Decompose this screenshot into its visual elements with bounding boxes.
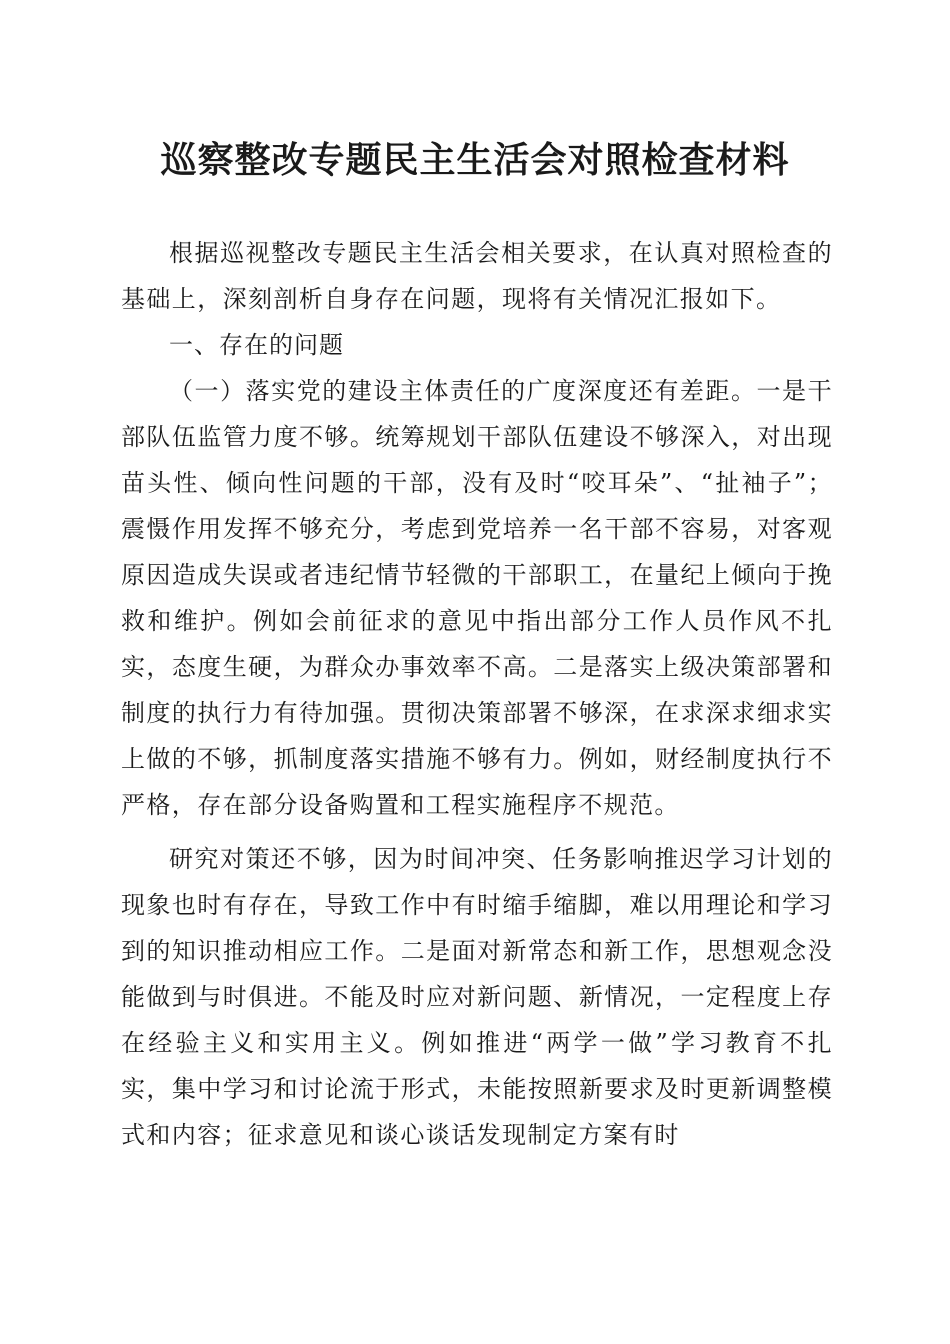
document-title: 巡察整改专题民主生活会对照检查材料 [160,139,790,181]
subsection-paragraph-1: （一）落实党的建设主体责任的广度深度还有差距。一是干部队伍监管力度不够。统筹规划干部队伍建设不够深入，对出现苗头性、倾向性问题的干部，没有及时“咬耳朵”、“扯袖子”；震慑作用发挥不够充分，考虑到党培养一名干部不容易，对客观原因造成失误或者违纪情节轻微的干部职工，在量纪上倾向于挽救和维护。例如会前征求的意见中指出部分工作人员作风不扎实，态度生硬，为群众办事效率不高。二是落实上级决策部署和制度的执行力有待加强。贯彻决策部署不够深，在求深求细求实上做的不够，抓制度落实措施不够有力。例如，财经制度执行不严格，存在部分设备购置和工程实施程序不规范。 [121,377,833,819]
intro-paragraph: 根据巡视整改专题民主生活会相关要求，在认真对照检查的基础上，深刻剖析自身存在问题，现将有关情况汇报如下。 [121,239,833,313]
section-heading-problems: 一、存在的问题 [169,331,344,359]
document-body [121,230,833,1158]
paragraph-gap [121,828,833,836]
body-paragraph-2: 研究对策还不够，因为时间冲突、任务影响推迟学习计划的现象也时有存在，导致工作中有时缩手缩脚，难以用理论和学习到的知识推动相应工作。二是面对新常态和新工作，思想观念没能做到与时俱进。不能及时应对新问题、新情况，一定程度上存在经验主义和实用主义。例如推进“两学一做”学习教育不扎实，集中学习和讨论流于形式，未能按照新要求及时更新调整模式和内容；征求意见和谈心谈话发现制定方案有时 [121,845,833,1149]
